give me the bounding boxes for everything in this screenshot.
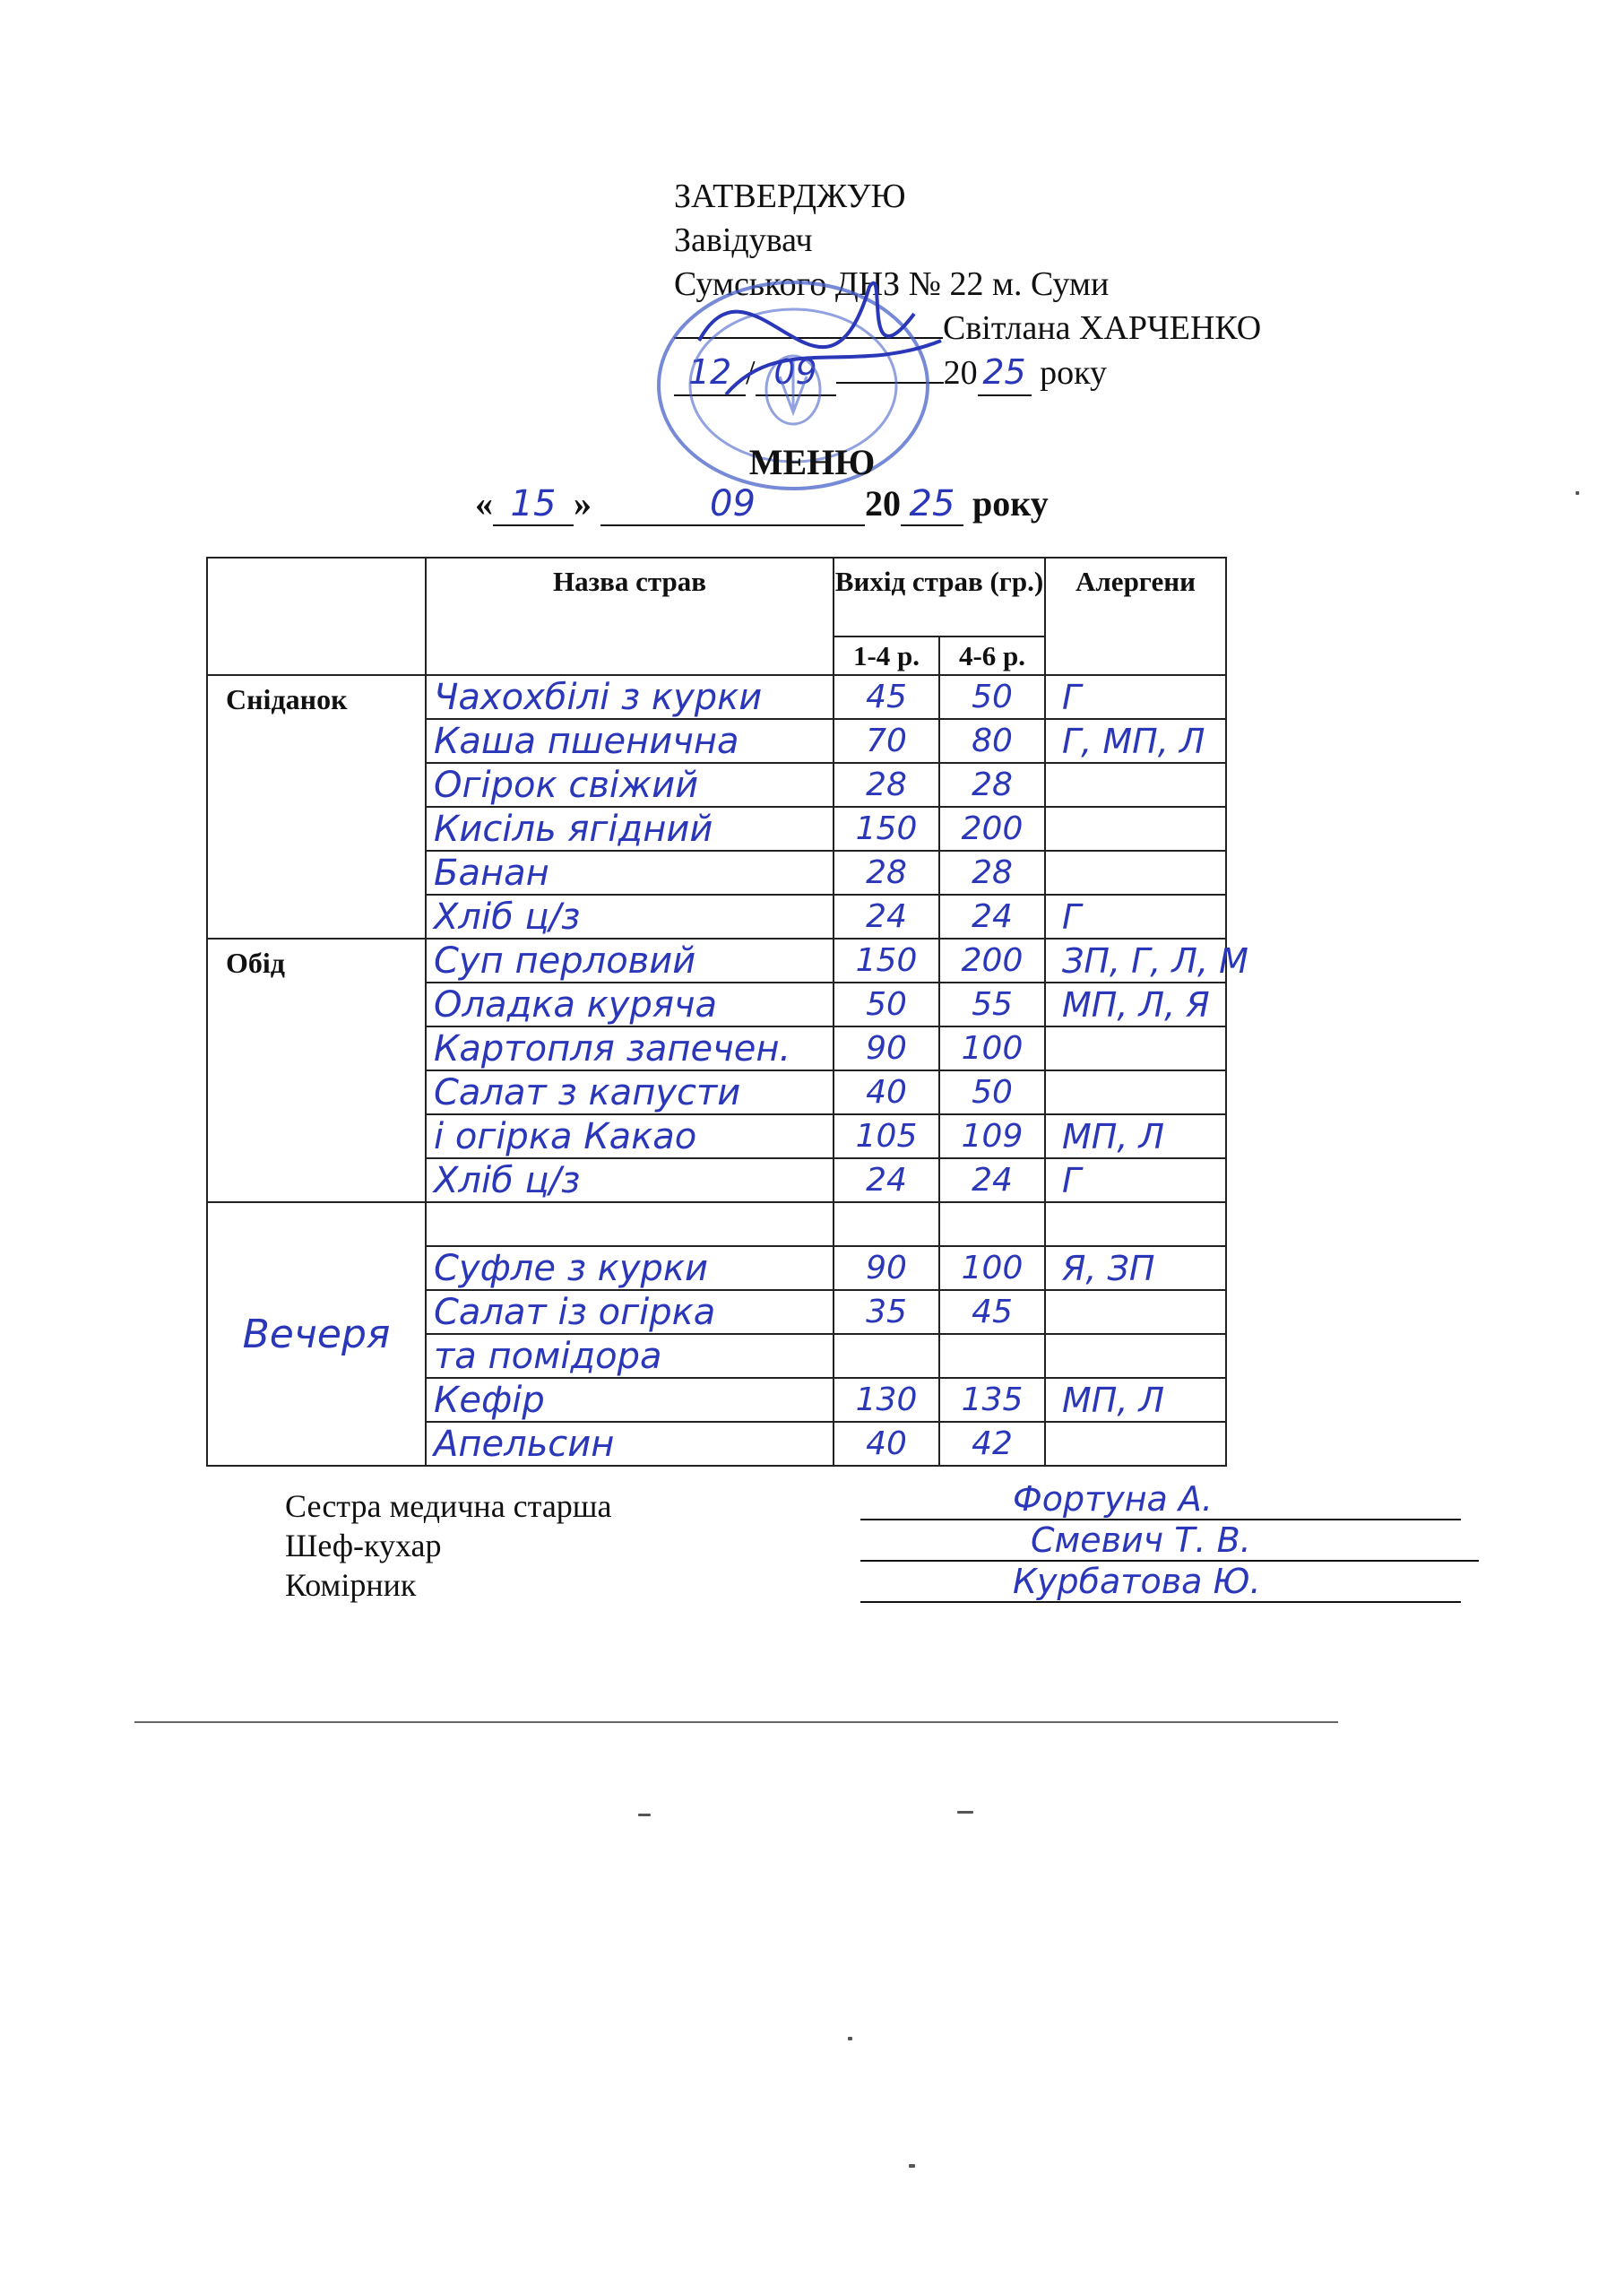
portion-1-4: 150 [834, 807, 939, 851]
allergens-cell: ЗП, Г, Л, М [1045, 939, 1226, 983]
portion-4-6 [939, 1334, 1045, 1378]
dish-name: Суп перловий [426, 939, 834, 983]
scan-speck [638, 1814, 651, 1816]
menu-year-prefix: 20 [865, 483, 901, 524]
dish-name: Оладка куряча [426, 983, 834, 1026]
portion-4-6: 135 [939, 1378, 1045, 1422]
dish-name: і огірка Какао [426, 1114, 834, 1158]
header-dish: Назва страв [426, 558, 834, 675]
approval-name: Світлана ХАРЧЕНКО [943, 309, 1262, 347]
portion-1-4: 40 [834, 1070, 939, 1114]
meal-label: Сніданок [207, 675, 426, 939]
signature-role-storekeeper: Комірник [285, 1567, 417, 1603]
portion-4-6: 100 [939, 1246, 1045, 1290]
allergens-cell [1045, 1070, 1226, 1114]
dish-name: Салат з капусти [426, 1070, 834, 1114]
allergens-cell [1045, 1422, 1226, 1466]
allergens-cell [1045, 851, 1226, 895]
dish-name: Апельсин [426, 1422, 834, 1466]
allergens-cell: Я, ЗП [1045, 1246, 1226, 1290]
allergens-cell [1045, 1290, 1226, 1334]
dish-name: Чахохбілі з курки [426, 675, 834, 719]
approval-year-word: року [1040, 354, 1107, 392]
dish-name [426, 1202, 834, 1246]
portion-4-6: 109 [939, 1114, 1045, 1158]
allergens-cell [1045, 807, 1226, 851]
allergens-cell: Г [1045, 1158, 1226, 1202]
portion-4-6: 200 [939, 939, 1045, 983]
menu-day: 15 [493, 483, 574, 526]
portion-1-4: 28 [834, 851, 939, 895]
signature-name-chef: Смевич Т. В. [860, 1520, 1479, 1562]
signature-role-chef: Шеф-кухар [285, 1528, 442, 1563]
portion-4-6: 24 [939, 895, 1045, 939]
approval-date-day: 12 [674, 351, 746, 396]
scan-speck [848, 2037, 852, 2040]
menu-year-suffix: 25 [901, 483, 963, 526]
approval-year-suffix: 25 [978, 351, 1032, 396]
header-meal [207, 558, 426, 675]
signature-name-nurse: Фортуна А. [860, 1479, 1461, 1520]
header-allergens: Алергени [1045, 558, 1226, 675]
portion-4-6: 24 [939, 1158, 1045, 1202]
allergens-cell [1045, 1334, 1226, 1378]
portion-4-6: 200 [939, 807, 1045, 851]
portion-4-6: 80 [939, 719, 1045, 763]
header-age-1-4: 1-4 р. [834, 637, 939, 675]
signature-names [860, 1479, 1479, 1603]
portion-1-4: 45 [834, 675, 939, 719]
allergens-cell: Г, МП, Л [1045, 719, 1226, 763]
signature-role-nurse: Сестра медична старша [285, 1488, 612, 1524]
header-age-4-6: 4-6 р. [939, 637, 1045, 675]
portion-1-4: 130 [834, 1378, 939, 1422]
menu-month: 09 [600, 483, 865, 526]
portion-1-4: 105 [834, 1114, 939, 1158]
portion-4-6: 28 [939, 763, 1045, 807]
menu-table-body [207, 675, 1248, 1466]
approval-date-month: 09 [756, 351, 836, 396]
dish-name: та помідора [426, 1334, 834, 1378]
allergens-cell: Г [1045, 895, 1226, 939]
dish-name: Банан [426, 851, 834, 895]
allergens-cell: МП, Л [1045, 1114, 1226, 1158]
menu-date-line: « 15 » 09 20 25 року [475, 483, 1049, 524]
table-row [207, 1202, 1226, 1246]
portion-1-4: 24 [834, 1158, 939, 1202]
dish-name: Картопля запечен. [426, 1026, 834, 1070]
portion-4-6: 28 [939, 851, 1045, 895]
portion-4-6: 45 [939, 1290, 1045, 1334]
dish-name: Салат із огірка [426, 1290, 834, 1334]
scan-speck [957, 1811, 973, 1814]
allergens-cell: Г [1045, 675, 1226, 719]
scan-speck [1576, 491, 1579, 495]
dish-name: Хліб ц/з [426, 895, 834, 939]
allergens-cell [1045, 763, 1226, 807]
allergens-cell: МП, Л [1045, 1378, 1226, 1422]
allergens-cell [1045, 1026, 1226, 1070]
portion-4-6: 50 [939, 675, 1045, 719]
portion-1-4: 70 [834, 719, 939, 763]
portion-1-4 [834, 1202, 939, 1246]
portion-1-4: 35 [834, 1290, 939, 1334]
portion-4-6: 55 [939, 983, 1045, 1026]
approval-year-prefix: 20 [943, 354, 978, 392]
dish-name: Хліб ц/з [426, 1158, 834, 1202]
scan-speck [909, 2164, 915, 2168]
portion-1-4: 90 [834, 1246, 939, 1290]
dish-name: Каша пшенична [426, 719, 834, 763]
signature-name-storekeeper: Курбатова Ю. [860, 1562, 1461, 1603]
approval-org: Сумського ДНЗ № 22 м. Суми [674, 265, 1110, 303]
page-divider [134, 1721, 1338, 1723]
allergens-cell: МП, Л, Я [1045, 983, 1226, 1026]
portion-4-6: 100 [939, 1026, 1045, 1070]
approval-date-line: 12 / 09 20 25 року [674, 351, 1261, 396]
approval-heading: ЗАТВЕРДЖУЮ [674, 178, 906, 215]
portion-4-6 [939, 1202, 1045, 1246]
portion-1-4: 40 [834, 1422, 939, 1466]
portion-1-4 [834, 1334, 939, 1378]
menu-title: МЕНЮ [748, 442, 876, 482]
portion-4-6: 50 [939, 1070, 1045, 1114]
menu-table [206, 557, 1248, 1467]
table-row [207, 939, 1226, 983]
portion-1-4: 50 [834, 983, 939, 1026]
meal-label: Обід [207, 939, 426, 1202]
allergens-cell [1045, 1202, 1226, 1246]
approval-position: Завідувач [674, 221, 813, 259]
meal-label: Вечеря [207, 1202, 426, 1466]
menu-year-word: року [972, 483, 1049, 524]
dish-name: Суфле з курки [426, 1246, 834, 1290]
dish-name: Кисіль ягідний [426, 807, 834, 851]
portion-1-4: 90 [834, 1026, 939, 1070]
table-row [207, 675, 1226, 719]
dish-name: Кефір [426, 1378, 834, 1422]
dish-name: Огірок свіжий [426, 763, 834, 807]
portion-1-4: 28 [834, 763, 939, 807]
portion-1-4: 24 [834, 895, 939, 939]
signature-roles [285, 1486, 612, 1605]
portion-4-6: 42 [939, 1422, 1045, 1466]
portion-1-4: 150 [834, 939, 939, 983]
header-output: Вихід страв (гр.) [834, 558, 1045, 637]
